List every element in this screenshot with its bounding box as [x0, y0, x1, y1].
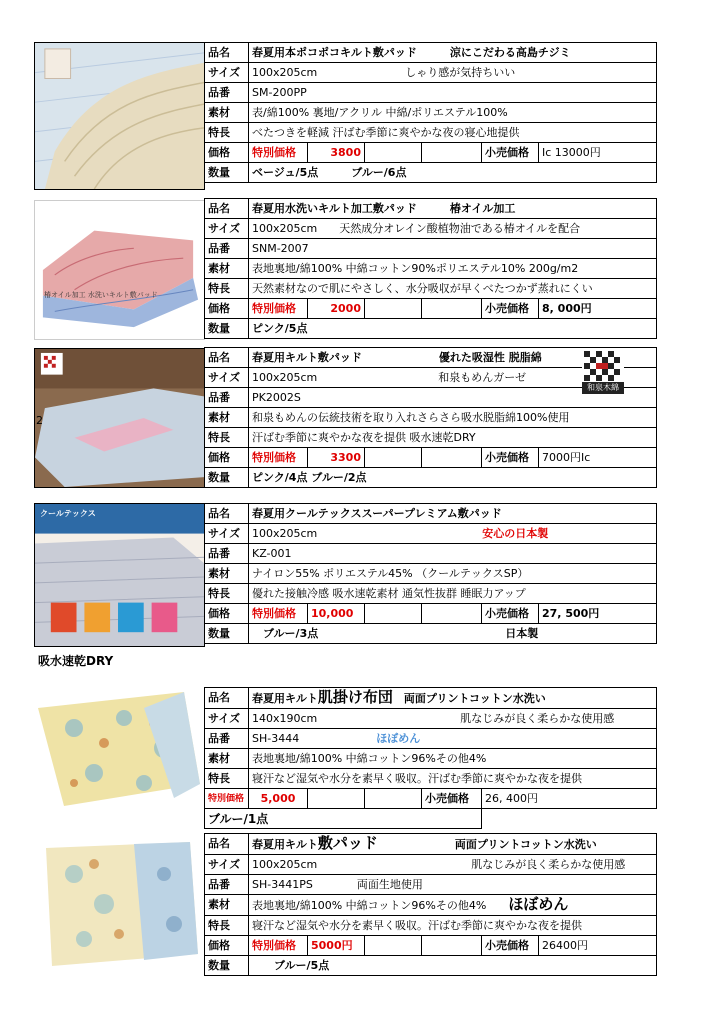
- special-price: 3800: [308, 143, 365, 163]
- product-material: 表地裏地/綿100% 中綿コットン96%その他4% ほぼめん: [249, 895, 657, 916]
- retail-price: 26400円: [539, 936, 657, 956]
- size-label: サイズ: [205, 855, 249, 875]
- product-code: SH-3444 ほぼめん: [249, 729, 657, 749]
- name-label: 品名: [205, 199, 249, 219]
- material-label: 素材: [205, 564, 249, 584]
- size-note: 天然成分オレイン酸植物油である椿オイルを配合: [339, 221, 581, 235]
- product-material: 表/綿100% 裏地/アクリル 中綿/ポリエステル100%: [249, 103, 657, 123]
- product-feature: 寝汗など湿気や水分を素早く吸収。汗ばむ季節に爽やかな夜を提供: [249, 769, 657, 789]
- material-label: 素材: [205, 408, 249, 428]
- code-note: ほぼめん: [376, 731, 421, 745]
- product-4-photo-caption: クールテックス: [40, 509, 96, 518]
- special-price: 5000円: [308, 936, 365, 956]
- product-name: 春夏用キルト敷パッド 優れた吸湿性 脱脂綿: [249, 348, 657, 368]
- special-price-label: 特別価格: [249, 604, 308, 624]
- size-label: サイズ: [205, 368, 249, 388]
- retail-price: Ic 13000円: [539, 143, 657, 163]
- product-4-spec-table: [204, 503, 657, 644]
- retail-price-label: 小売価格: [482, 936, 539, 956]
- product-6-spec-table: [204, 833, 657, 976]
- code-label: 品番: [205, 729, 249, 749]
- price-label: 価格: [205, 143, 249, 163]
- price-label: 価格: [205, 448, 249, 468]
- price-label: 価格: [205, 604, 249, 624]
- product-feature: べたつきを軽減 汗ばむ季節に爽やかな夜の寝心地提供: [249, 123, 657, 143]
- izumi-momen-logo-text: 和泉木綿: [582, 382, 624, 394]
- size-note: 和泉もめんガーゼ: [438, 370, 527, 384]
- size-note: 肌なじみが良く柔らかな使用感: [471, 857, 626, 871]
- price-label: 価格: [205, 299, 249, 319]
- code-label: 品番: [205, 388, 249, 408]
- retail-price: 7000円Ic: [539, 448, 657, 468]
- name-label: 品名: [205, 348, 249, 368]
- product-1-photo: [34, 42, 205, 190]
- qty-label: 数量: [205, 163, 249, 183]
- size-note: 肌なじみが良く柔らかな使用感: [460, 711, 615, 725]
- feature-label: 特長: [205, 428, 249, 448]
- product-material: ナイロン55% ポリエステル45% （クールテックスSP）: [249, 564, 657, 584]
- product-material: 和泉もめんの伝統技術を取り入れさらさら吸水脱脂綿100%使用: [249, 408, 657, 428]
- material-label: 素材: [205, 259, 249, 279]
- qty-label: 数量: [205, 468, 249, 488]
- product-2-photo-caption: 椿オイル加工 水洗いキルト敷パッド: [44, 291, 158, 299]
- product-name: 春夏用水洗いキルト加工敷パッド 椿オイル加工: [249, 199, 657, 219]
- product-feature: 寝汗など湿気や水分を素早く吸収。汗ばむ季節に爽やかな夜を提供: [249, 916, 657, 936]
- special-price-label: 特別価格: [249, 299, 308, 319]
- retail-price-label: 小売価格: [482, 299, 539, 319]
- code-note: 両面生地使用: [356, 877, 423, 891]
- special-price-label: 特別価格: [205, 789, 249, 809]
- retail-price: 26, 400円: [482, 789, 657, 809]
- special-price: 5,000: [249, 789, 308, 809]
- qty-label: 数量: [205, 956, 249, 976]
- code-label: 品番: [205, 83, 249, 103]
- product-qty: ベージュ/5点 ブルー/6点: [249, 163, 657, 183]
- size-label: サイズ: [205, 219, 249, 239]
- size-label: サイズ: [205, 709, 249, 729]
- product-code: SNM-2007: [249, 239, 657, 259]
- product-feature: 汗ばむ季節に爽やかな夜を提供 吸水速乾DRY: [249, 428, 657, 448]
- retail-price-label: 小売価格: [422, 789, 482, 809]
- product-3-photo: [34, 348, 205, 488]
- retail-price: 8, 000円: [539, 299, 657, 319]
- material-note: ほぼめん: [508, 895, 569, 913]
- size-label: サイズ: [205, 524, 249, 544]
- product-5-spec-table: [204, 687, 657, 829]
- name-label: 品名: [205, 834, 249, 855]
- product-size: 100x205cm しゃり感が気持ちいい: [249, 63, 657, 83]
- product-qty: ブルー/3点 日本製: [249, 624, 657, 644]
- retail-price-label: 小売価格: [482, 143, 539, 163]
- name-label: 品名: [205, 43, 249, 63]
- product-2-spec-table: [204, 198, 657, 339]
- product-6-photo: [34, 834, 205, 976]
- special-price: 3300: [308, 448, 365, 468]
- product-code: PK2002S: [249, 388, 657, 408]
- product-size: 100x205cm 天然成分オレイン酸植物油である椿オイルを配合: [249, 219, 657, 239]
- product-name: 春夏用クールテックススーパープレミアム敷パッド: [249, 504, 657, 524]
- retail-price-label: 小売価格: [482, 604, 539, 624]
- special-price-label: 特別価格: [249, 143, 308, 163]
- product-size: 100x205cm 安心の日本製: [249, 524, 657, 544]
- material-label: 素材: [205, 103, 249, 123]
- product-qty: ピンク/4点 ブルー/2点: [249, 468, 657, 488]
- product-feature: 優れた接触冷感 吸水速乾素材 通気性抜群 睡眠力アップ: [249, 584, 657, 604]
- product-name: 春夏用キルト敷パッド 両面プリントコットン水洗い: [249, 834, 657, 855]
- product-name: 春夏用キルト肌掛け布団 両面プリントコットン水洗い: [249, 688, 657, 709]
- size-note: 安心の日本製: [482, 526, 549, 540]
- special-price-label: 特別価格: [249, 936, 308, 956]
- product-2-photo: [34, 200, 205, 340]
- product-name-note: 両面プリントコットン水洗い: [454, 838, 597, 851]
- product-feature: 天然素材なので肌にやさしく、水分吸収が早くべたつかず蒸れにくい: [249, 279, 657, 299]
- product-size: 100x205cm 和泉もめんガーゼ: [249, 368, 657, 388]
- product-name-note: 両面プリントコットン水洗い: [403, 692, 546, 705]
- qty-label: 数量: [205, 624, 249, 644]
- product-code: SM-200PP: [249, 83, 657, 103]
- special-price: 2000: [308, 299, 365, 319]
- side-mark: 2: [36, 414, 43, 427]
- product-name-note: 涼にこだわる高島チジミ: [449, 45, 571, 59]
- name-label: 品名: [205, 504, 249, 524]
- product-material: 表地裏地/綿100% 中綿コットン96%その他4%: [249, 749, 657, 769]
- qty-note: 日本製: [505, 626, 539, 640]
- product-name-note: 優れた吸湿性 脱脂綿: [438, 350, 542, 364]
- name-label: 品名: [205, 688, 249, 709]
- product-size: 100x205cm 肌なじみが良く柔らかな使用感: [249, 855, 657, 875]
- retail-price: 27, 500円: [539, 604, 657, 624]
- product-1-spec-table: [204, 42, 657, 183]
- code-label: 品番: [205, 544, 249, 564]
- product-code: SH-3441PS 両面生地使用: [249, 875, 657, 895]
- price-label: 価格: [205, 936, 249, 956]
- material-label: 素材: [205, 895, 249, 916]
- product-qty: ブルー/5点: [249, 956, 657, 976]
- code-label: 品番: [205, 239, 249, 259]
- product-code: KZ-001: [249, 544, 657, 564]
- feature-label: 特長: [205, 769, 249, 789]
- feature-label: 特長: [205, 279, 249, 299]
- product-5-photo: [34, 688, 205, 824]
- feature-label: 特長: [205, 584, 249, 604]
- qty-label: 数量: [205, 319, 249, 339]
- retail-price-label: 小売価格: [482, 448, 539, 468]
- size-note: しゃり感が気持ちいい: [405, 65, 516, 79]
- code-label: 品番: [205, 875, 249, 895]
- size-label: サイズ: [205, 63, 249, 83]
- product-qty: ピンク/5点: [249, 319, 657, 339]
- special-price-label: 特別価格: [249, 448, 308, 468]
- feature-label: 特長: [205, 916, 249, 936]
- product-4-photo: [34, 503, 205, 647]
- product-material: 表地裏地/綿100% 中綿コットン90%ポリエステル10% 200g/m2: [249, 259, 657, 279]
- special-price: 10,000: [308, 604, 365, 624]
- floating-note: 吸水速乾DRY: [38, 654, 114, 668]
- material-label: 素材: [205, 749, 249, 769]
- product-name: 春夏用本ポコポコキルト敷パッド 涼にこだわる高島チジミ: [249, 43, 657, 63]
- product-name-note: 椿オイル加工: [449, 201, 516, 215]
- product-size: 140x190cm 肌なじみが良く柔らかな使用感: [249, 709, 657, 729]
- product-qty: ブルー/1点: [205, 809, 482, 829]
- feature-label: 特長: [205, 123, 249, 143]
